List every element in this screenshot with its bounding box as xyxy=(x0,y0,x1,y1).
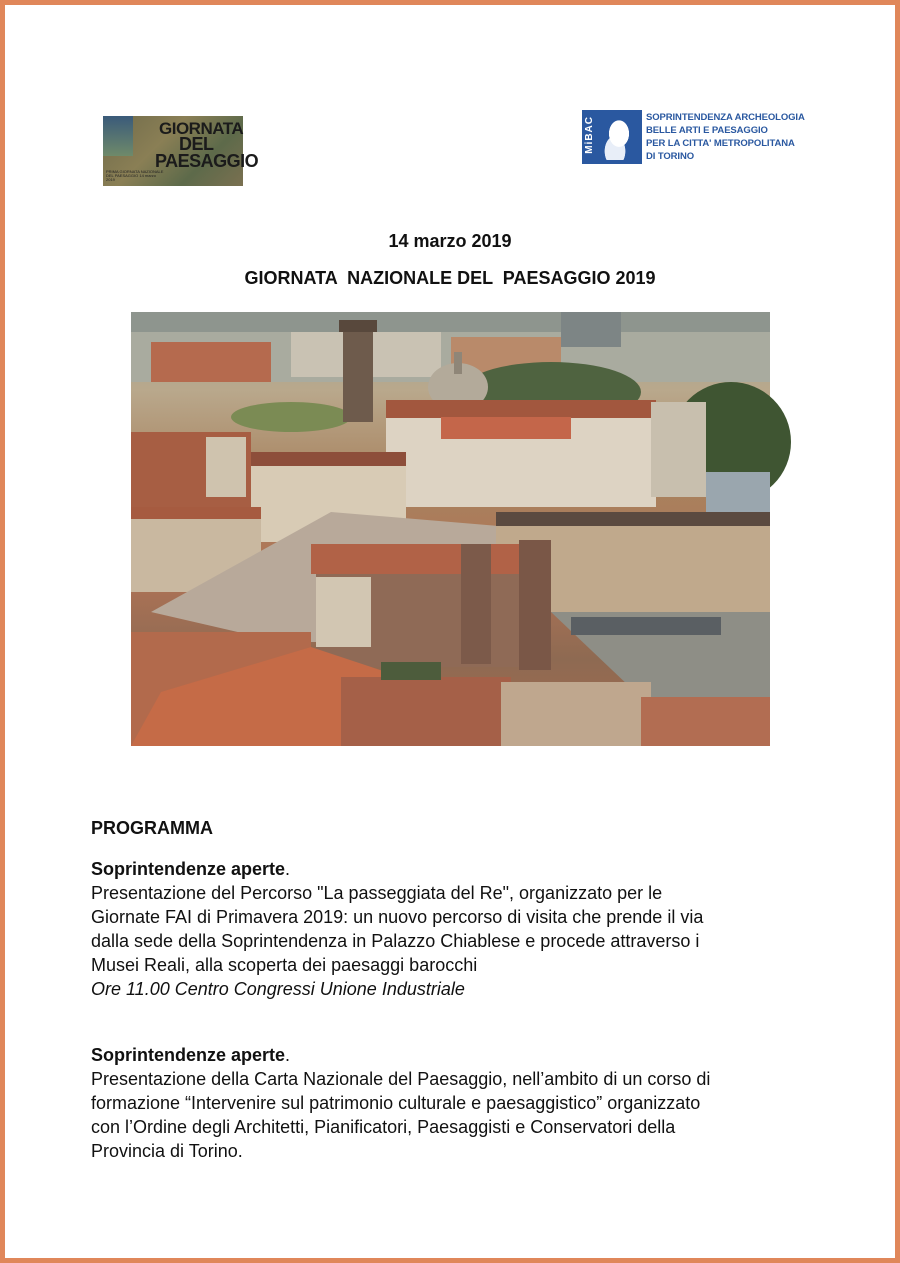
event-lead: Soprintendenze aperte xyxy=(91,859,286,879)
event-description-line: Presentazione del Percorso "La passeggiata del Re", organizzato per le xyxy=(91,883,663,903)
logo-small-text: PRIMA GIORNATA NAZIONALE DEL PAESAGGIO 14 marzo 2019 xyxy=(106,169,164,182)
soprintendenza-line: BELLE ARTI E PAESAGGIO xyxy=(646,125,768,136)
event-time-place: Ore 11.00 Centro Congressi Unione Industriale xyxy=(91,979,465,999)
logo-text-line3: PAESAGGIO xyxy=(155,151,259,171)
program-heading: PROGRAMMA xyxy=(91,818,213,838)
event-lead-line xyxy=(91,857,811,881)
mibac-figure-icon xyxy=(599,116,639,160)
event-description-line: con l’Ordine degli Architetti, Pianificatori, Paesaggisti e Conservatori della xyxy=(91,1117,676,1137)
event-lead: Soprintendenze aperte xyxy=(91,1045,286,1065)
event-lead-line xyxy=(91,1043,811,1067)
program-event-2 xyxy=(91,1043,811,1163)
event-description-line: dalla sede della Soprintendenza in Palazzo Chiablese e procede attraverso i xyxy=(91,931,700,951)
mibac-mark xyxy=(582,110,642,164)
event-description-line: Provincia di Torino. xyxy=(91,1141,243,1161)
event-description-line: Musei Reali, alla scoperta dei paesaggi barocchi xyxy=(91,955,478,975)
logo-text-line1: GIORNATA xyxy=(159,119,244,138)
event-description-line: formazione “Intervenire sul patrimonio culturale e paesaggistico” organizzato xyxy=(91,1093,701,1113)
event-lead-suffix: . xyxy=(285,859,291,879)
event-lead-suffix: . xyxy=(285,1045,291,1065)
soprintendenza-line: DI TORINO xyxy=(646,151,695,162)
logo-landscape-image xyxy=(103,116,133,156)
event-date: 14 marzo 2019 xyxy=(388,231,512,251)
mibac-soprintendenza-logo xyxy=(582,110,807,166)
event-title: GIORNATA NAZIONALE DEL PAESAGGIO 2019 xyxy=(244,268,656,288)
aerial-photo-turin xyxy=(131,312,770,746)
event-description-line: Giornate FAI di Primavera 2019: un nuovo percorso di visita che prende il via xyxy=(91,907,704,927)
soprintendenza-line: PER LA CITTA' METROPOLITANA xyxy=(646,138,795,149)
program-event-1 xyxy=(91,857,811,1001)
soprintendenza-line: SOPRINTENDENZA ARCHEOLOGIA xyxy=(646,112,805,123)
mibac-mark-text: MiBAC xyxy=(584,116,595,154)
event-description-line: Presentazione della Carta Nazionale del Paesaggio, nell’ambito di un corso di xyxy=(91,1069,711,1089)
logo-text-line2: DEL xyxy=(179,134,214,154)
giornata-paesaggio-logo xyxy=(103,116,259,186)
soprintendenza-name xyxy=(646,111,805,163)
